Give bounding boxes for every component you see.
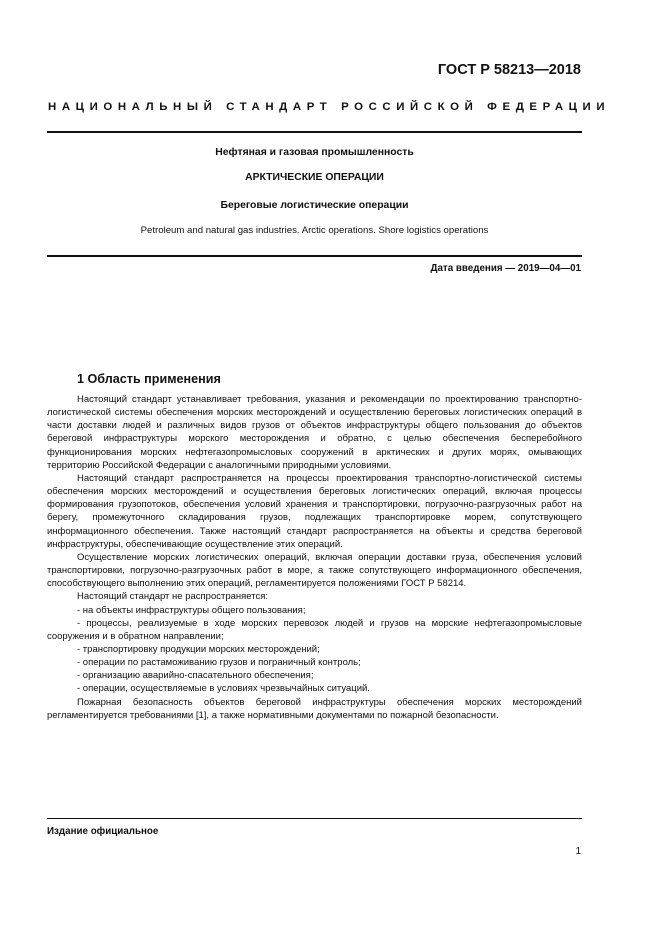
list-item: - операции, осуществляемые в условиях чрезвычайных ситуаций. bbox=[77, 683, 370, 695]
title-rule bbox=[47, 255, 582, 257]
list-item: - на объекты инфраструктуры общего пользования; bbox=[77, 604, 306, 616]
list-item: - транспортировку продукции морских месторождений; bbox=[77, 643, 320, 655]
sub-title: Береговые логистические операции bbox=[220, 200, 409, 211]
page-number: 1 bbox=[575, 846, 581, 857]
section-heading: 1 Область применения bbox=[77, 372, 221, 386]
header-rule bbox=[47, 131, 582, 133]
english-title: Petroleum and natural gas industries. Arctic operations. Shore logistics operations bbox=[140, 225, 489, 236]
list-item: - процессы, реализуемые в ходе морских перевозок людей и грузов на морские нефтегазопромысловые сооружения и в обратном направлении; bbox=[47, 617, 582, 642]
section-body bbox=[47, 393, 582, 722]
national-standard-heading: НАЦИОНАЛЬНЫЙ СТАНДАРТ РОССИЙСКОЙ ФЕДЕРАЦИИ bbox=[48, 101, 611, 113]
intro-date: Дата введения — 2019—04—01 bbox=[430, 263, 581, 274]
paragraph: Осуществление морских логистических операций, включая операции доставки груза, обеспечения условий транспортировки, погрузочно-разгрузочных работ в море, а также сопутствующего информационного обеспечения, способствующего выполнению этих операций, регламентируется положениями ГОСТ Р 58214. bbox=[47, 551, 582, 590]
gost-number: ГОСТ Р 58213—2018 bbox=[437, 62, 581, 78]
footer-rule bbox=[47, 818, 582, 819]
industry-title: Нефтяная и газовая промышленность bbox=[215, 147, 414, 158]
paragraph: Настоящий стандарт распространяется на процессы проектирования транспортно-логистической системы обеспечения морских месторождений и осуществления береговых логистических операций, включая процессы формирования грузопотоков, обеспечения условий хранения и транспортировки, погрузочно-разгрузочных работ на берегу, промежуточного складирования грузов, подлежащих транспортировке морем, сопутствующего информационного обеспечения. Также настоящий стандарт распространяется на объекты и средства береговой инфраструктуры, обеспечивающие осуществление этих операций. bbox=[47, 472, 582, 550]
paragraph: Настоящий стандарт не распространяется: bbox=[77, 591, 269, 603]
official-edition-label: Издание официальное bbox=[47, 826, 159, 837]
paragraph: Пожарная безопасность объектов береговой инфраструктуры обеспечения морских месторождений регламентируется требованиями [1], а также нормативными документами по пожарной безопасности. bbox=[47, 696, 582, 721]
list-item: - организацию аварийно-спасательного обеспечения; bbox=[77, 670, 314, 682]
list-item: - операции по растаможиванию грузов и пограничный контроль; bbox=[77, 657, 361, 669]
main-title: АРКТИЧЕСКИЕ ОПЕРАЦИИ bbox=[245, 172, 384, 183]
paragraph: Настоящий стандарт устанавливает требования, указания и рекомендации по проектированию транспортно-логистической системы обеспечения морских месторождений и осуществлению береговых логистических операций в части доставки людей и различных видов грузов от объектов инфраструктуры общего пользования до объектов береговой инфраструктуры морского месторождения и обратно, с целью обеспечения бесперебойного функционирования морских нефтегазопромысловых сооружений в арктических и других морях, омывающих территорию Российской Федерации с аналогичными природными условиями. bbox=[47, 394, 582, 471]
